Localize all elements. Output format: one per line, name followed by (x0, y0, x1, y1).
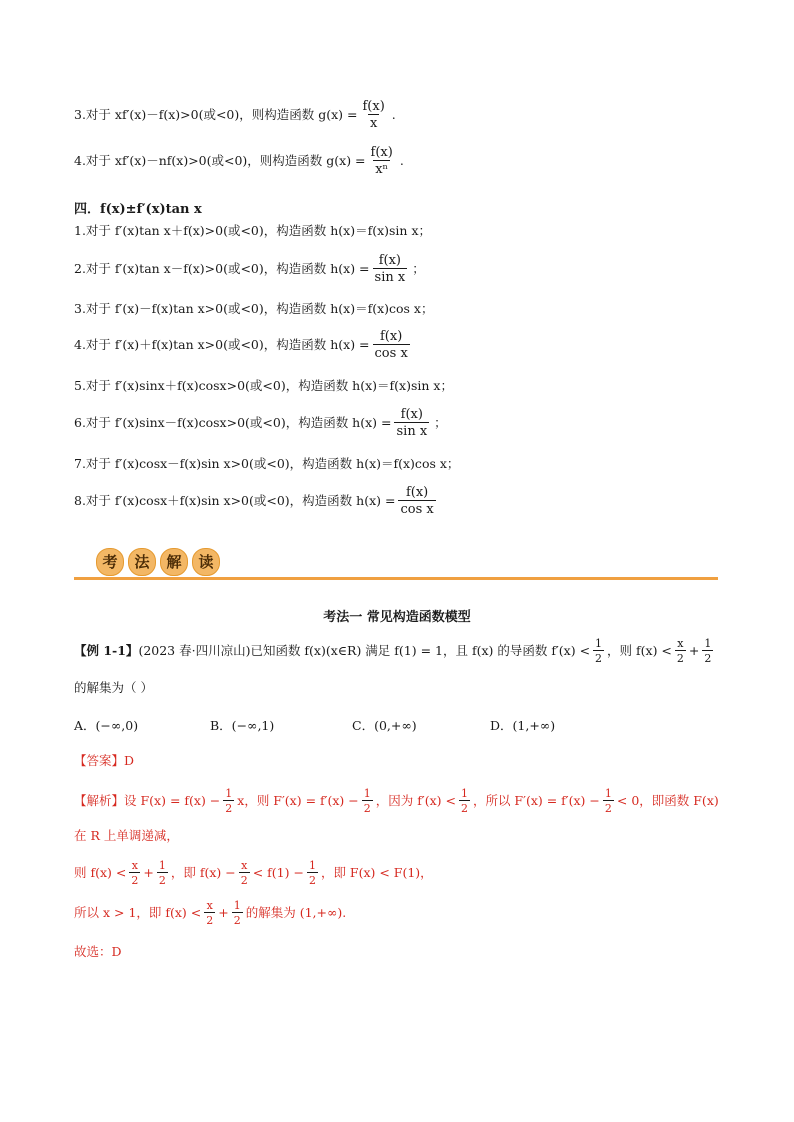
fraction-half: $\frac{1}{2}$ (595, 637, 603, 665)
answer: 【答案】D (74, 753, 135, 768)
option-a: A．(−∞,0) (74, 718, 139, 733)
banner-char: 法 (128, 548, 156, 576)
fraction-half: $\frac{1}{2}$ (308, 859, 316, 887)
section-title: 考法一 常见构造函数模型 (323, 610, 471, 625)
s4-item2: 2.对于 f′(x)tan x－f(x)>0(或<0)，构造函数 h(x) = $\frac{f(x)}{\text{sin x}}$ ； (74, 253, 425, 285)
item4-g-x-over-xn: 4.对于 xf′(x)－nf(x)>0(或<0)，则构造函数 g(x) = $\frac{f(x)}{\text{xⁿ}}$ . (74, 145, 404, 177)
fraction-half: $\frac{1}{2}$ (363, 787, 371, 815)
fraction-half: $\frac{1}{2}$ (233, 899, 241, 927)
fraction-half: $\frac{1}{2}$ (604, 787, 612, 815)
fraction: $\frac{f(x)}{\text{cos x}}$ (400, 485, 434, 517)
fraction: $\frac{f(x)}{\text{cos x}}$ (374, 329, 408, 361)
section-banner (74, 544, 718, 584)
banner-underline (74, 577, 718, 580)
analysis-conclusion: 故选：D (74, 944, 122, 959)
option-c: C．(0,+∞) (352, 718, 417, 733)
s4-item3: 3.对于 f′(x)－f(x)tan x>0(或<0)，构造函数 h(x)＝f(x)cos x； (74, 301, 434, 316)
item3-g-x-over-x: 3.对于 xf′(x)－f(x)>0(或<0)，则构造函数 g(x) = $\frac{f(x)}{x}$ . (74, 99, 396, 131)
s4-item4: 4.对于 f′(x)＋f(x)tan x>0(或<0)，构造函数 h(x) = $\frac{f(x)}{\text{cos x}}$ (74, 329, 408, 361)
fraction-half: $\frac{1}{2}$ (158, 859, 166, 887)
fraction: $\frac{f(x)}{\text{xⁿ}}$ (370, 145, 393, 177)
s4-item5: 5.对于 f′(x)sinx＋f(x)cosx>0(或<0)，构造函数 h(x)＝f(x)sin x； (74, 378, 453, 393)
fraction-x-half: $\frac{x}{2}$ (676, 637, 684, 665)
example-stem-cont: 的解集为（ ） (74, 680, 153, 695)
analysis-line2: 在 R 上单调递减， (74, 828, 179, 843)
fraction-half: $\frac{1}{2}$ (460, 787, 468, 815)
option-d: D．(1,+∞) (490, 718, 556, 733)
fraction: $\frac{f(x)}{\text{sin x}}$ (374, 253, 406, 285)
analysis-line4: 所以 x > 1，即 f(x) < $\frac{x}{2}$ + $\frac{1}{2}$ 的解集为 (1,+∞). (74, 899, 347, 927)
s4-item8: 8.对于 f′(x)cosx＋f(x)sin x>0(或<0)，构造函数 h(x) = $\frac{f(x)}{\text{cos x}}$ (74, 485, 434, 517)
banner-char: 读 (192, 548, 220, 576)
fraction: $\frac{f(x)}{\text{sin x}}$ (396, 407, 428, 439)
option-b: B．(−∞,1) (210, 718, 275, 733)
fraction: $\frac{f(x)}{x}$ (362, 99, 385, 131)
analysis-line1: 【解析】设 F(x) = f(x) − $\frac{1}{2}$ x，则 F′(x) = f′(x) − $\frac{1}{2}$ ，因为 f′(x) < $\frac{1}{2}$ ，所以 F′(x) = f′(x) − $\frac{1}{2}$ < 0，即函数 F(x) (74, 787, 719, 815)
analysis-line3: 则 f(x) < $\frac{x}{2}$ + $\frac{1}{2}$ ，即 f(x) − $\frac{x}{2}$ < f(1) − $\frac{1}{2}$ ，即 F(x) < F(1)， (74, 859, 433, 887)
fraction-x-half: $\frac{x}{2}$ (131, 859, 139, 887)
s4-item7: 7.对于 f′(x)cosx－f(x)sin x>0(或<0)，构造函数 h(x)＝f(x)cos x； (74, 456, 460, 471)
example-stem: 【例 1-1】(2023 春·四川凉山)已知函数 f(x)(x∈R) 满足 f(1) = 1，且 f(x) 的导函数 f′(x) < $\frac{1}{2}$ ，则 f(x) < $\frac{x}{2}$ + $\frac{1}{2}$ (74, 637, 712, 665)
section4-heading: 四．f(x)±f′(x)tan x (74, 202, 202, 217)
s4-item1: 1.对于 f′(x)tan x＋f(x)>0(或<0)，构造函数 h(x)＝f(x)sin x； (74, 223, 431, 238)
s4-item6: 6.对于 f′(x)sinx－f(x)cosx>0(或<0)，构造函数 h(x) = $\frac{f(x)}{\text{sin x}}$ ； (74, 407, 447, 439)
fraction-x-half: $\frac{x}{2}$ (206, 899, 214, 927)
fraction-x-half: $\frac{x}{2}$ (240, 859, 248, 887)
fraction-half: $\frac{1}{2}$ (704, 637, 712, 665)
banner-char: 解 (160, 548, 188, 576)
fraction-half: $\frac{1}{2}$ (225, 787, 233, 815)
banner-char: 考 (96, 548, 124, 576)
